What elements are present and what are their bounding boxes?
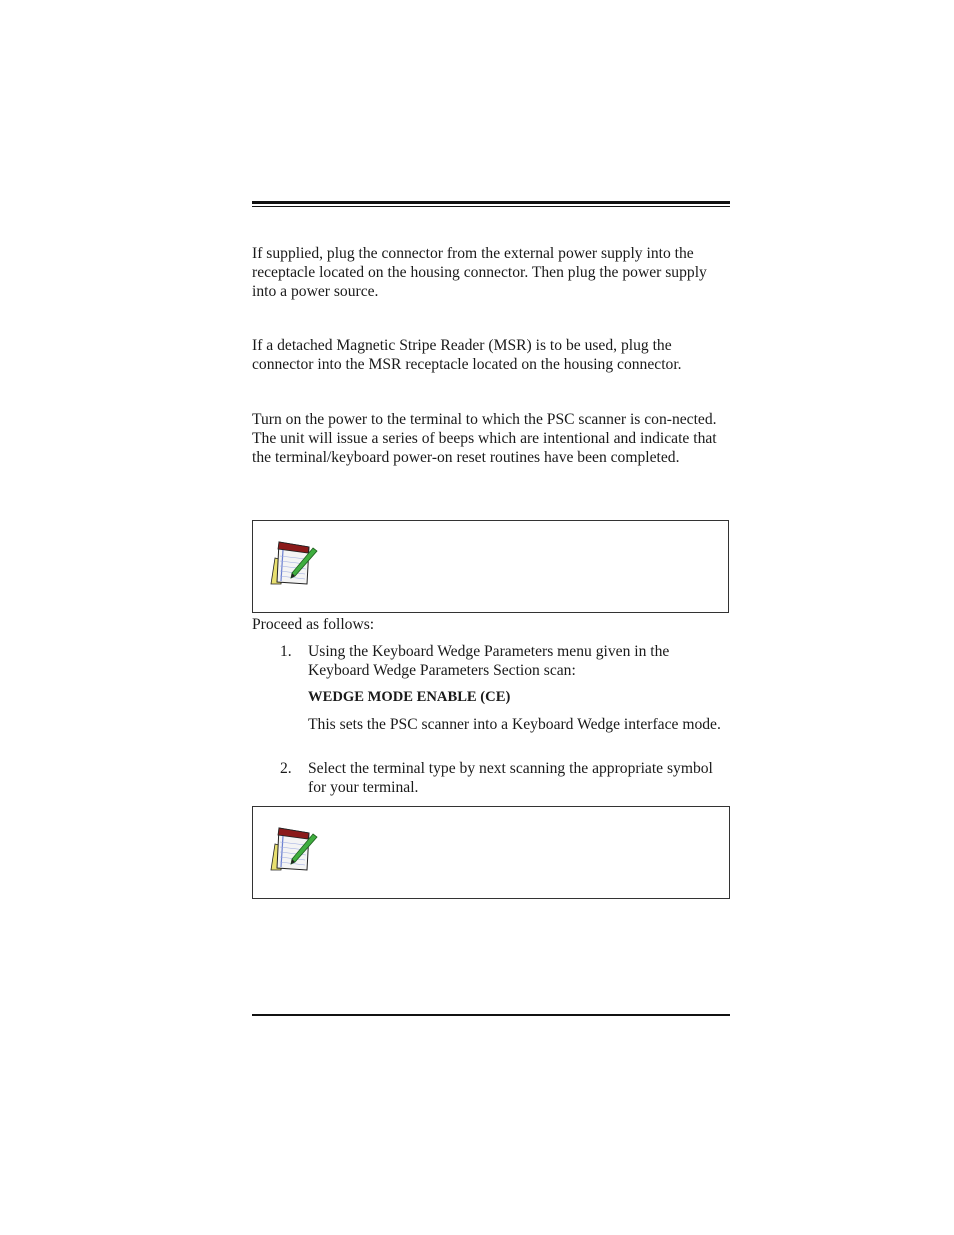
- step-text: Using the Keyboard Wedge Parameters menu given in the Keyboard Wedge Parameters Section scan:: [308, 643, 670, 679]
- step-number: 1.: [280, 643, 292, 660]
- note-box: [252, 806, 730, 899]
- power-on-paragraph: Turn on the power to the terminal to which the PSC scanner is con-nected. The unit will issue a series of beeps which are intentional and indicate that the terminal/keyboard power-on reset routines have been completed.: [252, 411, 717, 466]
- header-rule-thin: [252, 206, 730, 207]
- power-supply-paragraph: If supplied, plug the connector from the external power supply into the receptacle located on the housing connector. Then plug the power supply into a power source.: [252, 245, 707, 300]
- notepad-pencil-icon: [269, 824, 319, 874]
- msr-paragraph: If a detached Magnetic Stripe Reader (MSR) is to be used, plug the connector into the MSR receptacle located on the housing connector.: [252, 337, 682, 373]
- step-text: Select the terminal type by next scanning the appropriate symbol for your terminal.: [308, 760, 713, 796]
- step-number: 2.: [280, 760, 292, 777]
- footer-rule: [252, 1014, 730, 1016]
- step-detail: This sets the PSC scanner into a Keyboard Wedge interface mode.: [308, 716, 721, 733]
- proceed-text: Proceed as follows:: [252, 616, 375, 633]
- notepad-pencil-icon: [269, 538, 319, 588]
- note-box: [252, 520, 729, 613]
- step-command: WEDGE MODE ENABLE (CE): [308, 689, 511, 705]
- header-rule-thick: [252, 201, 730, 204]
